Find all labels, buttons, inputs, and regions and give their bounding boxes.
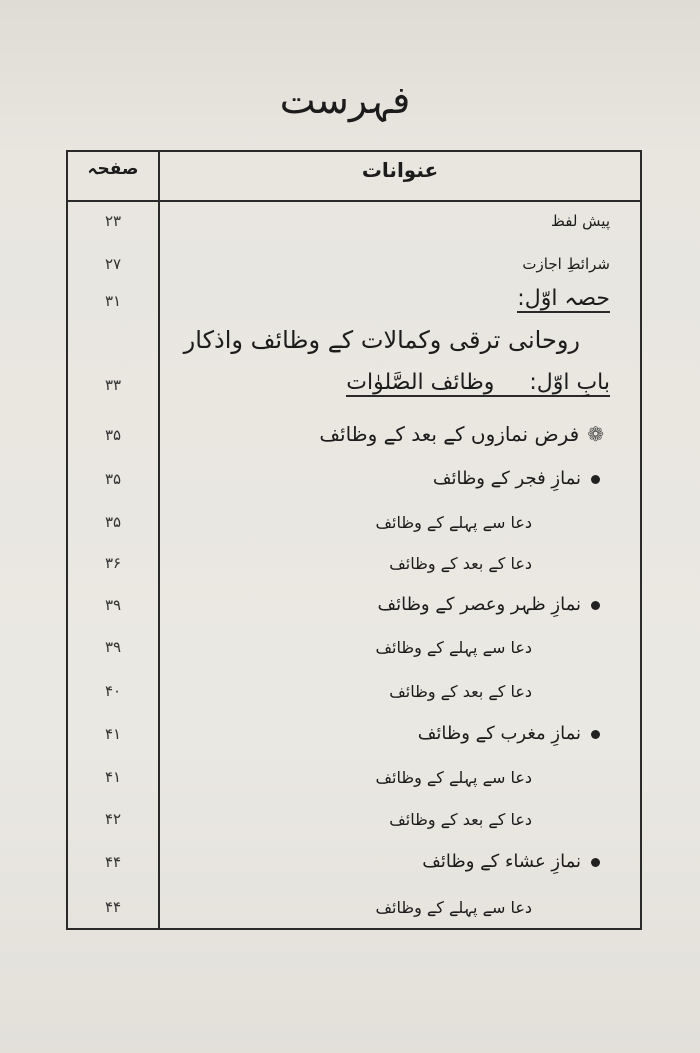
- bullet-icon: [591, 475, 600, 484]
- page-number: ۴۱: [104, 768, 122, 786]
- entry-text: دعا سے پہلے کے وظائف: [375, 513, 532, 532]
- header-page: صفحہ: [87, 159, 139, 179]
- entry-text: [433, 468, 600, 489]
- table-row: [68, 546, 640, 586]
- table-row: [68, 284, 640, 324]
- contents-table: [66, 150, 642, 930]
- bullet-icon: [591, 858, 600, 867]
- page-number: ۳۵: [104, 426, 122, 444]
- entry-text: شرائطِ اجازت: [522, 255, 610, 273]
- page-number: ۳۵: [104, 513, 122, 531]
- table-row: [68, 462, 640, 502]
- table-row: [68, 368, 640, 408]
- page-number: ۲۷: [104, 255, 122, 273]
- page-title: فہرست: [279, 78, 411, 122]
- entry-text: پیش لفظ: [551, 212, 610, 230]
- entry-label: فرض نمازوں کے بعد کے وظائف: [319, 422, 580, 446]
- entry-label: نمازِ فجر کے وظائف: [432, 468, 581, 489]
- table-row: [68, 717, 640, 757]
- page-number: ۳۹: [104, 638, 122, 656]
- section-heading: حصہ اوّل:: [517, 286, 610, 311]
- entry-text: [418, 723, 600, 744]
- table-row: [68, 247, 640, 287]
- table-row: [68, 418, 640, 458]
- entry-text: [422, 851, 600, 872]
- flower-icon: ❁: [587, 422, 604, 446]
- bullet-icon: [591, 730, 600, 739]
- entry-text: دعا کے بعد کے وظائف: [389, 810, 532, 829]
- entry-text: دعا کے بعد کے وظائف: [389, 682, 532, 701]
- entry-label: نمازِ عشاء کے وظائف: [422, 851, 581, 872]
- bullet-icon: [591, 601, 600, 610]
- page-number: ۳۶: [104, 554, 122, 572]
- table-row: [68, 505, 640, 545]
- page-number: ۳۵: [104, 470, 122, 488]
- entry-text: دعا سے پہلے کے وظائف: [375, 638, 532, 657]
- page-number: ۲۳: [104, 212, 122, 230]
- entry-text: دعا کے بعد کے وظائف: [389, 554, 532, 573]
- table-row: [68, 890, 640, 930]
- table-row: [68, 674, 640, 714]
- table-row: [68, 588, 640, 628]
- header-topics: عنوانات: [361, 158, 439, 182]
- entry-text: دعا سے پہلے کے وظائف: [375, 768, 532, 787]
- page-number: ۴۲: [104, 810, 122, 828]
- entry-label: نمازِ مغرب کے وظائف: [417, 723, 581, 744]
- entry-text: دعا سے پہلے کے وظائف: [375, 898, 532, 917]
- section-subtitle: روحانی ترقی وکمالات کے وظائف واذکار: [183, 326, 580, 354]
- page-number: ۴۰: [104, 682, 122, 700]
- chapter-heading: بابِ اوّل: وظائف الصَّلوٰات: [346, 370, 610, 395]
- page-number: ۳۹: [104, 596, 122, 614]
- table-row: [68, 630, 640, 670]
- table-row: [68, 845, 640, 885]
- table-row: [68, 204, 640, 244]
- header-divider: [68, 200, 640, 202]
- entry-text: [319, 422, 604, 446]
- page-number: ۳۱: [104, 292, 122, 310]
- page-number: ۴۱: [104, 725, 122, 743]
- table-row: [68, 760, 640, 800]
- entry-label: نمازِ ظہر وعصر کے وظائف: [377, 594, 581, 615]
- page-number: ۴۴: [104, 853, 122, 871]
- page-number: ۳۳: [104, 376, 122, 394]
- entry-text: [377, 594, 600, 615]
- table-row: [68, 326, 640, 366]
- table-row: [68, 802, 640, 842]
- page-number: ۴۴: [104, 898, 122, 916]
